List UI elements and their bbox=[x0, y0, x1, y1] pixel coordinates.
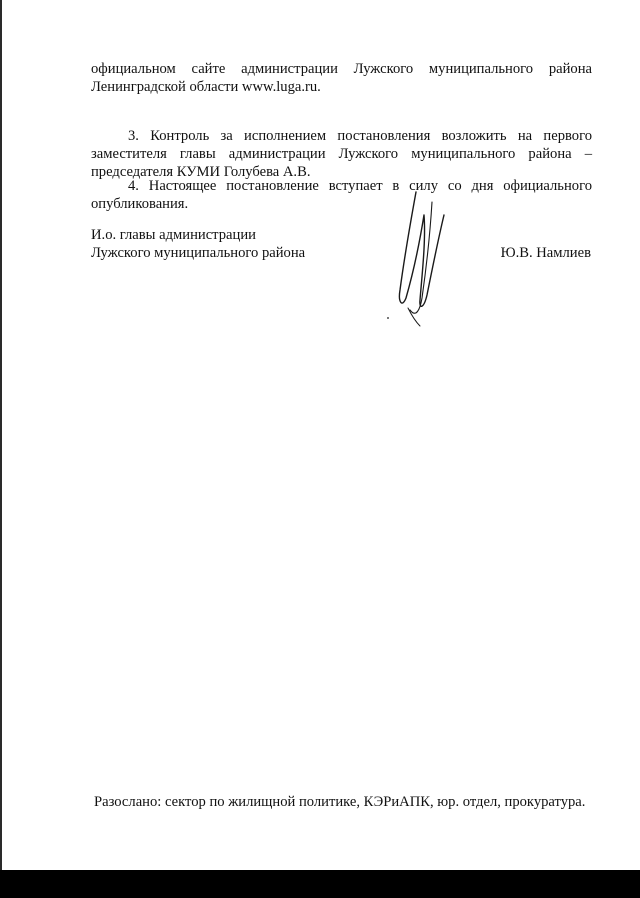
scan-bottom-border bbox=[0, 870, 640, 898]
paragraph-continuation bbox=[91, 60, 592, 96]
distribution-list: Разослано: сектор по жилищной политике, КЭРиАПК, юр. отдел, прокуратура. bbox=[94, 794, 586, 810]
text-line: официальном сайте администрации Лужского муниципального района bbox=[91, 61, 592, 77]
signer-position-line: Лужского муниципального района bbox=[91, 245, 306, 261]
text-line: заместителя главы администрации Лужского муниципального района – bbox=[91, 146, 592, 162]
paragraph-item-4 bbox=[91, 177, 592, 213]
signer-name: Ю.В. Намлиев bbox=[500, 245, 591, 261]
scan-edge bbox=[0, 0, 2, 870]
text-line: 3. Контроль за исполнением постановления возложить на первого bbox=[128, 128, 592, 144]
text-line: опубликования. bbox=[91, 196, 189, 212]
signer-position-line: И.о. главы администрации bbox=[91, 227, 256, 243]
text-line: 4. Настоящее постановление вступает в силу со дня официального bbox=[128, 178, 592, 194]
paragraph-item-3 bbox=[91, 127, 592, 181]
handwritten-signature bbox=[380, 180, 460, 330]
signer-position bbox=[91, 226, 305, 262]
text-line: председателя КУМИ Голубева А.В. bbox=[91, 164, 311, 180]
text-line: Ленинградской области www.luga.ru. bbox=[91, 79, 321, 95]
